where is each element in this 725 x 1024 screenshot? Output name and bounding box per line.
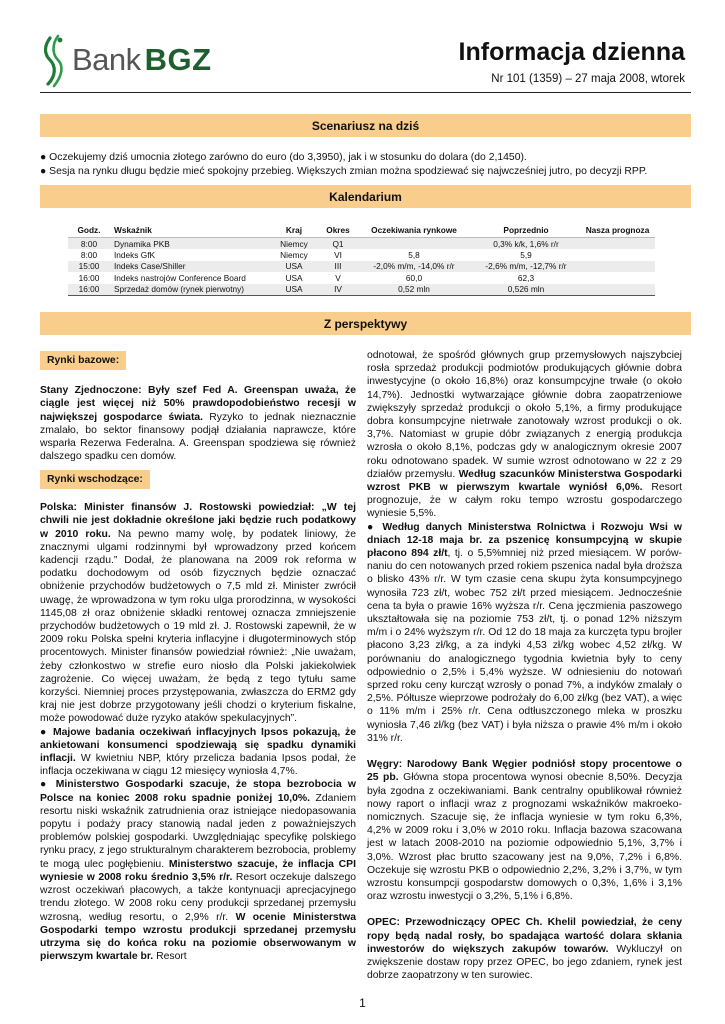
section-band-perspective: Z perspektywy: [40, 312, 691, 335]
text-industry-1: odnotował, że spośród głównych grup przemysłowych najszybciej rosła sprzedaż produkcji podmiotów produkujących głównie dobra inwestycyjne (o około 16,8%) oraz konsumpcyjne trwałe (o około 14,7%). Jednostki wytwarzające głównie dobra zaopatrzeniowe zwiększyły sprzedaż produkcji o około 5,1%, a firmy produkujące dobra konsumpcyjne nietrwałe zanotowały wzrost produkcji o ok. 3,7%. Natomiast w grupie dóbr związanych z energią produkcja wzrosła o około 8,1%, podczas gdy w analogicznym okresie 2007 roku odnotowano spadek. W sumie wzrost odnotowano w 22 z 29 działów przemysłu.: [367, 350, 682, 480]
calendar-cell: -2,6% m/m, -12,7% r/r: [472, 261, 580, 272]
calendar-cell: [356, 238, 472, 250]
lead-hungary: Węgry: Narodowy Bank Węgier podniósł stopy procentowe o 25 pb.: [367, 759, 682, 784]
calendar-cell: III: [320, 261, 356, 272]
logo-bgz-text: BGZ: [144, 42, 212, 77]
calendar-header-cell: Oczekiwania rynkowe: [356, 222, 472, 238]
calendar-row: [68, 238, 655, 250]
calendar-cell: [580, 261, 655, 272]
calendar-cell: [580, 284, 655, 296]
calendar-cell: [580, 249, 655, 260]
paragraph-poland: [40, 501, 356, 725]
calendar-cell: 0,526 mln: [472, 284, 580, 296]
calendar-cell: USA: [268, 261, 320, 272]
calendar-cell: V: [335, 272, 341, 283]
calendar-header-cell: Wskaźnik: [110, 222, 268, 238]
calendar-cell: 16:00: [68, 284, 110, 296]
calendar-cell: 60,0: [405, 272, 423, 283]
text-industry-2: Resort prognozuje, że w całym roku tempo wzrostu gospodarczego wyniesie 5,5%.: [367, 482, 682, 520]
calendar-row: [68, 284, 655, 296]
subhead-emerging-markets: Rynki wschodzące:: [40, 470, 150, 489]
scenario-bullet: ● Sesja na rynku długu będzie mieć spokojny przebieg. Większych zmian można spodziewać się najwcześniej jutro, po decyzji RPP.: [40, 166, 648, 177]
calendar-cell: Indeks Case/Shiller: [110, 261, 268, 272]
calendar-cell: Q1: [320, 238, 356, 250]
text-ministry-2: Resort oczekuje dalszego wzrost oczekiwań płacowych, a także kontynuacji aprecjacyjnego trendu złotego. W 2008 roku ceny produkcji sprzedanej przemysłu wzrosną, według resortu, o 2,9% r/r.: [40, 871, 356, 923]
paragraph-agriculture: [367, 521, 682, 745]
calendar-header-cell: Okres: [320, 222, 356, 238]
calendar-cell: USA: [285, 272, 303, 283]
lead-us: Stany Zjednoczone: Były szef Fed A. Greenspan uważa, że ciągle jest więcej niż 50% prawdopodobieństwo recesji w największej gospodarce świata.: [40, 385, 356, 423]
calendar-cell: 62,3: [517, 272, 535, 283]
calendar-cell: 8:00: [80, 250, 98, 261]
calendar-cell: 16:00: [78, 272, 100, 283]
paragraph-us: [40, 384, 356, 463]
calendar-header-cell: Kraj: [268, 222, 320, 238]
calendar-cell: Indeks GfK: [114, 250, 156, 261]
text-opec: Wykluczył on zwiększenie dostaw ropy przez OPEC, bo jego zdaniem, rynek jest dobrze zaopatrzony w ten surowiec.: [367, 943, 683, 982]
calendar-cell: Sprzedaż domów (rynek pierwotny): [110, 284, 268, 296]
calendar-cell: 0,52 mln: [356, 284, 472, 296]
calendar-cell: 5,9: [520, 250, 532, 261]
paragraph-ministry: [40, 778, 356, 963]
calendar-cell: USA: [268, 284, 320, 296]
scenario-bullet: ● Oczekujemy dziś umocnia złotego zarówno do euro (do 3,3950), jak i w stosunku do dolara (do 2,1450).: [40, 152, 527, 163]
text-hungary: Główna stopa procentowa wynosi obecnie 8,50%. Decyzja była zgodna z oczekiwaniami. Bank centralny opublikował również nowy raport o inflacji wraz z prognozami wskaźników makroekonomicznych. Szacuje się, że inflacja wyniesie w tym roku 6,3%, 4,2% w 2009 roku i 3,0% w 2010 roku. Inflacja bazowa szacowana jest w latach 2008-2010 na poziomie odpowiednio 5,1%, 3,7% i 3,0%. Wzrost płac brutto szacowany jest na 9,0%, 7,2% i 6,8%. Oczekuje się wzrostu PKB o odpowiednio 2,2%, 3,2% i 3,7%, w tym wzrostu konsumpcji gospodarstw domowych o 0,3%, 1,6% i 3,1% oraz wzrostu inwestycji o 3,2%, 5,1% i 6,8%.: [367, 772, 682, 903]
logo-bank-text: Bank: [72, 42, 141, 77]
lead-poland: Polska: Minister finansów J. Rostowski powiedział: „W tej chwili nie jest dokładnie określone jaki będzie ruch podatkowy w 2010 roku.: [40, 502, 356, 540]
text-us: Ryzyko to jednak nieznacznie zmalało, bo sektor finansowy podjął działania naprawcze, które wsparła Rezerwa Federalna. A. Greenspan spodziewa się również dalszego spadku cen domów.: [40, 411, 356, 463]
calendar-cell: 0,3% k/k, 1,6% r/r: [472, 238, 580, 250]
scenario-bullets: [40, 151, 691, 179]
calendar-row: [68, 272, 655, 283]
page-number: 1: [359, 996, 366, 1010]
calendar-header-row: [68, 222, 655, 238]
calendar-cell: [580, 272, 655, 283]
calendar-cell: -2,0% m/m, -14,0% r/r: [356, 261, 472, 272]
calendar-header-cell: Poprzednio: [472, 222, 580, 238]
text-ministry-1: Zdaniem resortu niski wskaźnik zatrudnienia oraz istniejące niedopasowania popytu i podaży pracy stanowią nadal jeden z poważniejszych problemów polskiej gospodarki. Uwzględniając specyfikę polskiego rynku pracy, z jego strukturalnym charakterem bezrobocia, problemy te mogą ulec pogłębieniu.: [40, 792, 356, 870]
calendar-cell: Indeks nastrojów Conference Board: [114, 272, 246, 283]
subhead-base-markets: Rynki bazowe:: [40, 351, 126, 370]
section-band-calendar: Kalendarium: [40, 185, 691, 208]
calendar-table: [68, 222, 655, 296]
calendar-header-cell: Nasza prognoza: [580, 222, 655, 238]
text-agriculture: , tj. o 5,5%mniej niż przed miesiącem. W porównaniu do cen notowanych przed rokiem pszenica nadal była droższa o blisko 43% r/r. W tym czasie cena skupu żyta konsumpcyjnego wynosiła 723 zł/t, wobec 752 zł/t przed miesiącem. Jednocześnie cena ta była o prawie 16% wyższa r/r. Cena jęczmienia paszowego ukształtowała się na poziomie 753 zł/t, tj. o ponad 12% niższym m/m i o 24% wyższym r/r. Od 12 do 18 maja za kurczęta typu brojler płacono 3,23 zł/kg, a za indyki 4,53 zł/kg wobec 4,52 zł/kg. W porównaniu do analogicznego tygodnia kwietnia były to ceny odpowiednio o 2,5% i 5,4% wyższe. W odniesieniu do notowań sprzed roku ceny kurcząt wzrosły o ponad 7%, a indyków zmalały o 2,5%. Półtusze wieprzowe podrożały do 6,00 zł/kg (bez VAT), a więc o 11% m/m i 25% r/r. Cena odtłuszczonego mleka w proszku wyniosła 7,46 zł/kg (bez VAT) i była niższa o prawie 4% m/m i około 31% r/r.: [367, 548, 682, 744]
paragraph-industry: [367, 349, 682, 521]
left-column: [40, 351, 356, 463]
paragraph-opec: [367, 916, 682, 982]
calendar-cell: Niemcy: [268, 238, 320, 250]
page-title: Informacja dzienna: [458, 38, 685, 66]
section-band-scenario: Scenariusz na dziś: [40, 114, 691, 137]
issue-line: Nr 101 (1359) – 27 maja 2008, wtorek: [491, 73, 685, 85]
calendar-cell: [580, 238, 655, 250]
lead-ipsos: ● Majowe badania oczekiwań inflacyjnych Ipsos pokazują, że ankietowani konsumenci spodziewają się spadku dynamiki inflacji.: [40, 726, 356, 765]
left-column-em: [40, 470, 356, 963]
calendar-cell: IV: [320, 284, 356, 296]
calendar-cell: 8:00: [68, 238, 110, 250]
paragraph-hungary: [367, 758, 682, 903]
calendar-cell: Dynamika PKB: [110, 238, 268, 250]
bank-logo: [40, 30, 212, 90]
lead-gdp: Według szacunków Ministerstwa Gospodarki wzrost PKB w pierwszym kwartale wyniósł 6,0%.: [367, 468, 683, 494]
text-ipsos: W kwietniu NBP, który przelicza badania Ipsos podał, że inflacja oczekiwana w ciągu 12 miesięcy wyniosła 4,7%.: [40, 753, 356, 778]
lead-opec: OPEC: Przewodniczący OPEC Ch. Khelil powiedział, że ceny ropy będą nadal rosły, bo spadająca wartość dolara skłania inwestorów do większych zakupów towarów.: [367, 917, 682, 955]
paragraph-ipsos: [40, 726, 356, 779]
calendar-row: [68, 249, 655, 260]
lead-ministry: ● Ministerstwo Gospodarki szacuje, że stopa bezrobocia w Polsce na koniec 2008 roku spadnie poniżej 10,0%.: [40, 779, 356, 804]
header-divider: [40, 92, 691, 93]
bgz-emblem-icon: [40, 32, 68, 88]
calendar-cell: Niemcy: [280, 250, 308, 261]
text-poland: Na pewno mamy wolę, by podatek liniowy, że znacznymi ulgami rodzinnymi był wprowadzony przed końcem kadencji rządu.” Dodał, że planowana na 2009 rok reforma w podatku dochodowym od osób fizycznych będzie oznaczać obniżenie przychodów budżetowych o 7,5 mld zł. Minister zwrócił uwagę, że wprowadzona w tym roku ulga prorodzinna, w wysokości 1145,08 zł oraz obniżenie składki rentowej oznacza zmniejszenie przychodów budżetowych o 19 mld zł. J. Rostowski zapewnił, że w 2009 roku Polska spełni kryteria inflacyjne i długoterminowych stóp procentowych. Minister finansów powiedział również: „Nie uważam, żeby członkostwo w strefie euro niosło dla Polski jakiekolwiek zagrożenie. Co więcej uważam, że będą z tego tytułu same korzyści. Niemniej proces przystępowania, zwłaszcza do ERM2 gdy kraj nie jest dobrze przygotowany jeśli chodzi o kryterium fiskalne, może powodować duże ryzyko ataków spekulacyjnych”.: [40, 528, 356, 725]
right-column: [367, 349, 682, 982]
calendar-header-cell: Godz.: [68, 222, 110, 238]
calendar-cell: 5,8: [408, 250, 420, 261]
calendar-cell: VI: [334, 250, 342, 261]
lead-agriculture: ● Według danych Ministerstwa Rolnictwa i Rozwoju Wsi w dniach 12-18 maja br. za pszenicę konsumpcyjną w skupie płacono 894 zł/t: [367, 521, 682, 560]
lead-ministry-3: W ocenie Ministerstwa Gospodarki tempo wzrostu produkcji sprzedanej przemysłu utrzyma się do końca roku na poziomie obserwowanym w pierwszym kwartale br.: [40, 911, 356, 963]
lead-ministry-2: Ministerstwo szacuje, że inflacja CPI wyniesie w 2008 roku średnio 3,5% r/r.: [40, 858, 356, 883]
text-ministry-3: Resort: [153, 951, 187, 963]
calendar-row: [68, 261, 655, 272]
calendar-cell: 15:00: [68, 261, 110, 272]
